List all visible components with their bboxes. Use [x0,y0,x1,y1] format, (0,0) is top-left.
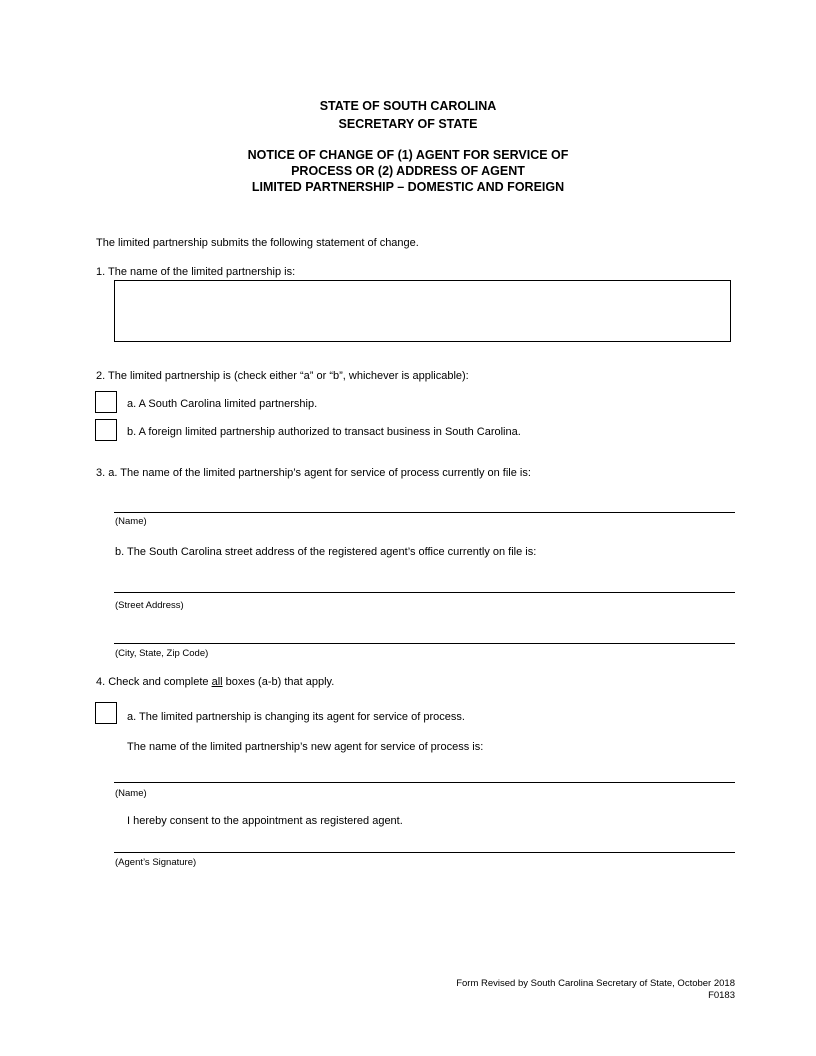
footer-form-id: F0183 [708,990,735,1001]
option-2b-label: b. A foreign limited partnership authorized to transact business in South Carolina. [127,426,521,438]
office-heading: SECRETARY OF STATE [338,117,478,131]
street-address-line[interactable] [114,592,735,593]
consent-text: I hereby consent to the appointment as registered agent. [127,815,403,827]
option-2a-label: a. A South Carolina limited partnership. [127,398,318,410]
intro-text: The limited partnership submits the following statement of change. [96,237,419,249]
item-1-label: 1. The name of the limited partnership is: [96,266,296,278]
current-agent-name-caption: (Name) [115,516,147,527]
form-title-line-3: LIMITED PARTNERSHIP – DOMESTIC AND FOREIGN [251,180,565,194]
city-state-zip-caption: (City, State, Zip Code) [115,648,209,659]
form-title-line-2: PROCESS OR (2) ADDRESS OF AGENT [291,164,525,178]
new-agent-name-line[interactable] [114,782,735,783]
agent-signature-line[interactable] [114,852,735,853]
item-4-label-emphasis: all [211,676,223,688]
option-4a-label: a. The limited partnership is changing its agent for service of process. [127,711,465,723]
item-3a-label: 3. a. The name of the limited partnership’s agent for service of process currently on file is: [96,467,531,479]
footer-revision: Form Revised by South Carolina Secretary of State, October 2018 [456,978,735,989]
current-agent-name-line[interactable] [114,512,735,513]
checkbox-2b[interactable] [95,419,117,441]
item-4-label [96,675,334,689]
checkbox-2a[interactable] [95,391,117,413]
state-heading: STATE OF SOUTH CAROLINA [319,99,497,113]
new-agent-name-caption: (Name) [115,788,147,799]
partnership-name-field[interactable] [114,280,731,342]
item-2-label: 2. The limited partnership is (check either “a” or “b”, whichever is applicable): [96,370,469,382]
item-4-label-pre: 4. Check and complete [96,676,212,688]
form-title-line-1: NOTICE OF CHANGE OF (1) AGENT FOR SERVICE OF [247,148,569,162]
item-4-label-post: boxes (a-b) that apply. [222,676,335,688]
checkbox-4a[interactable] [95,702,117,724]
new-agent-label: The name of the limited partnership’s new agent for service of process is: [127,741,484,753]
agent-signature-caption: (Agent’s Signature) [115,857,197,868]
city-state-zip-line[interactable] [114,643,735,644]
item-3b-label: b. The South Carolina street address of the registered agent’s office currently on file is: [115,546,537,558]
street-address-caption: (Street Address) [115,600,184,611]
